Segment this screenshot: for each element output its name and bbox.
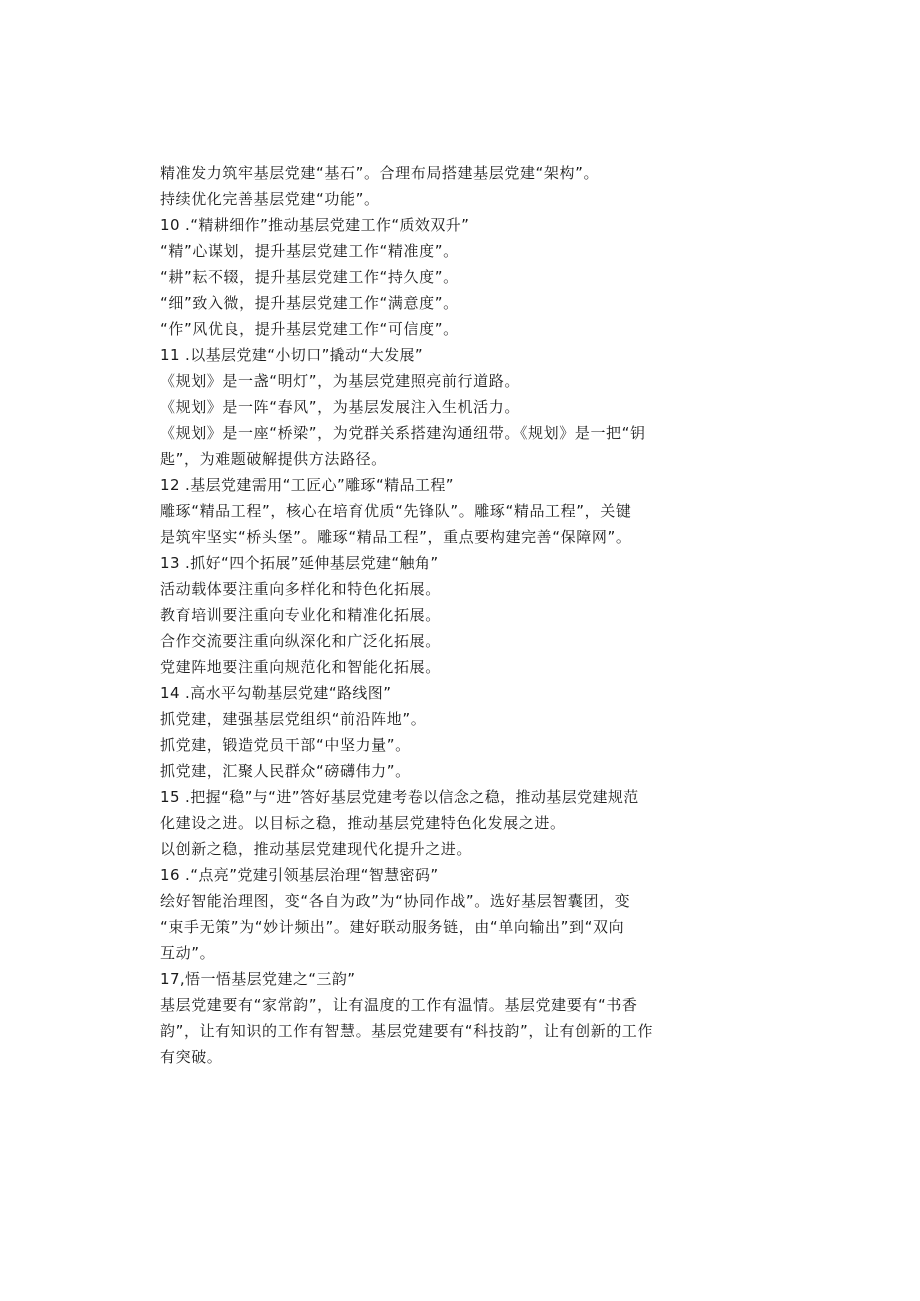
text-line: 精准发力筑牢基层党建“基石”。合理布局搭建基层党建“架构”。 (160, 164, 600, 182)
text-line: 抓党建，汇聚人民群众“磅礴伟力”。 (160, 762, 411, 780)
text-line: “束手无策”为“妙计频出”。建好联动服务链，由“单向输出”到“双向 (160, 918, 625, 936)
document-body (160, 160, 740, 1070)
text-line: 韵”，让有知识的工作有智慧。基层党建要有“科技韵”，让有创新的工作 (160, 1022, 654, 1040)
section-heading: 17,悟一悟基层党建之“三韵” (160, 970, 356, 988)
text-line: 绘好智能治理图，变“各自为政”为“协同作战”。选好基层智囊团，变 (160, 892, 631, 910)
text-line: 《规划》是一座“桥梁”，为党群关系搭建沟通纽带。《规划》是一把“钥 (160, 424, 646, 442)
text-line: 雕琢“精品工程”，核心在培育优质“先锋队”。雕琢“精品工程”，关键 (160, 502, 632, 520)
text-line: 教育培训要注重向专业化和精准化拓展。 (160, 606, 441, 624)
section-heading: 11 .以基层党建“小切口”撬动“大发展” (160, 346, 424, 364)
text-line: 化建设之进。以目标之稳，推动基层党建特色化发展之进。 (160, 814, 566, 832)
text-line: 活动载体要注重向多样化和特色化拓展。 (160, 580, 441, 598)
text-line: 匙”，为难题破解提供方法路径。 (160, 450, 387, 468)
section-heading: 13 .抓好“四个拓展”延伸基层党建“触角” (160, 554, 439, 572)
text-line: “细”致入微，提升基层党建工作“满意度”。 (160, 294, 459, 312)
text-line: “作”风优良，提升基层党建工作“可信度”。 (160, 320, 459, 338)
text-line: 有突破。 (160, 1048, 223, 1066)
text-line: 《规划》是一盏“明灯”，为基层党建照亮前行道路。 (160, 372, 520, 390)
text-line: “精”心谋划，提升基层党建工作“精准度”。 (160, 242, 459, 260)
text-line: 党建阵地要注重向规范化和智能化拓展。 (160, 658, 441, 676)
section-heading: 16 .“点亮”党建引领基层治理“智慧密码” (160, 866, 439, 884)
text-line: 以创新之稳，推动基层党建现代化提升之进。 (160, 840, 473, 858)
section-heading: 12 .基层党建需用“工匠心”雕琢“精品工程” (160, 476, 454, 494)
section-heading: 14 .高水平勾勒基层党建“路线图” (160, 684, 392, 702)
text-line: 持续优化完善基层党建“功能”。 (160, 190, 380, 208)
text-line: 抓党建，锻造党员干部“中坚力量”。 (160, 736, 411, 754)
text-line: 合作交流要注重向纵深化和广泛化拓展。 (160, 632, 441, 650)
text-line: 互动”。 (160, 944, 216, 962)
text-line: 基层党建要有“家常韵”，让有温度的工作有温情。基层党建要有“书香 (160, 996, 638, 1014)
text-line: 抓党建，建强基层党组织“前沿阵地”。 (160, 710, 427, 728)
text-line: “耕”耘不辍，提升基层党建工作“持久度”。 (160, 268, 459, 286)
text-line: 《规划》是一阵“春风”，为基层发展注入生机活力。 (160, 398, 520, 416)
section-heading: 15 .把握“稳”与“进”答好基层党建考卷以信念之稳，推动基层党建规范 (160, 788, 639, 806)
section-heading: 10 .“精耕细作”推动基层党建工作“质效双升” (160, 216, 470, 234)
text-line: 是筑牢坚实“桥头堡”。雕琢“精品工程”，重点要构建完善“保障网”。 (160, 528, 632, 546)
